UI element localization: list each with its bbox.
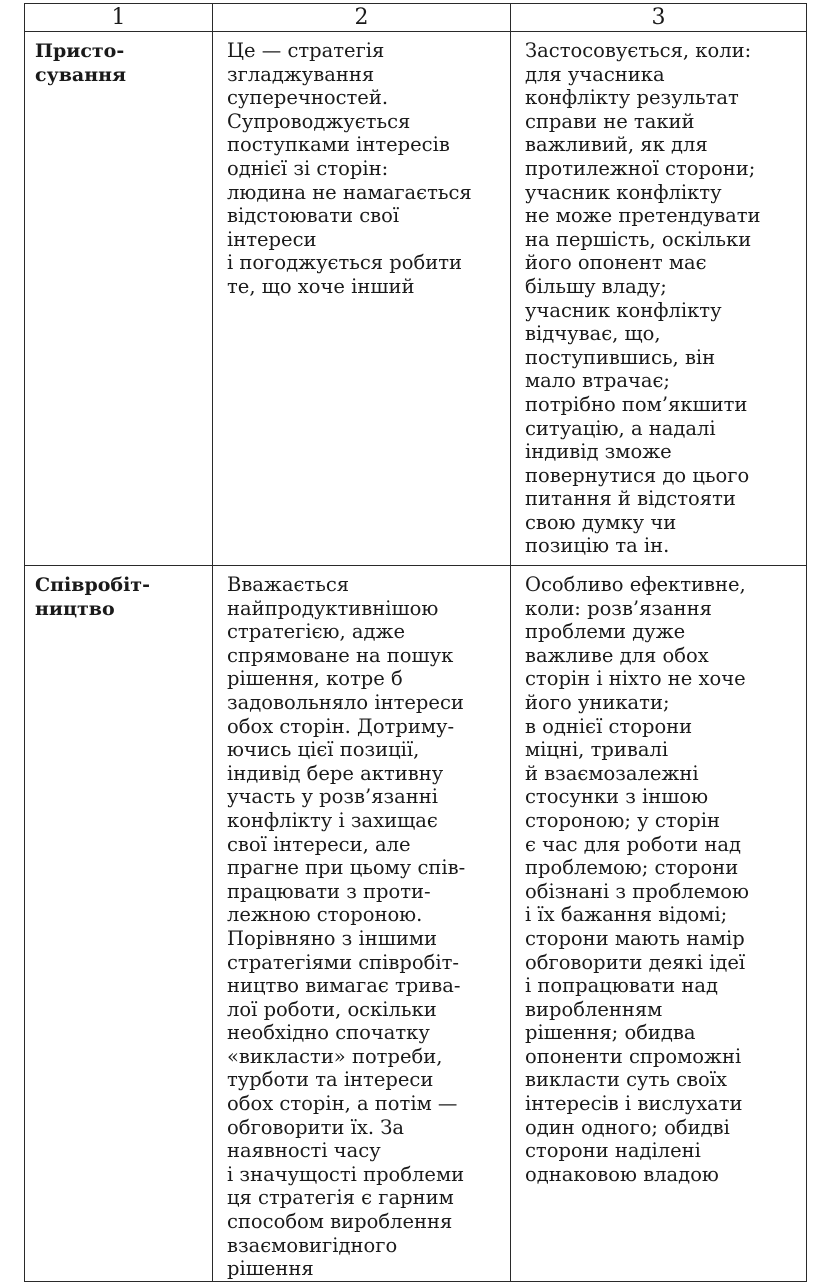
text-line: стосунки з іншою (525, 785, 709, 809)
text-line: конфлікту і захищає (227, 808, 438, 832)
text-line: Застосовується, коли: (525, 39, 752, 62)
text-line: лежною стороною. (227, 903, 423, 927)
text-line: спрямоване на пошук (227, 643, 454, 667)
text-line: задовольняло інтереси (227, 690, 464, 714)
column-header-3: 3 (511, 4, 807, 32)
text-line: позицію та ін. (525, 534, 670, 558)
text-line: питання й відстояти (525, 487, 736, 511)
text-line: виробленням (525, 997, 663, 1021)
text-line: однаковою владою (525, 1162, 719, 1186)
text-line: відстоювати свої (227, 204, 400, 228)
text-line: важливий, як для (525, 133, 708, 157)
description-cell (213, 566, 511, 1282)
text-line: обізнані з проблемою (525, 879, 750, 903)
text-line: і погоджується робити (227, 251, 463, 275)
text-line: Особливо ефективне, (525, 573, 746, 596)
text-line: повернутися до цього (525, 463, 750, 487)
text-line: згладжування (227, 62, 375, 86)
text-line: учасник конфлікту (525, 298, 722, 322)
strategy-name-cell (25, 566, 213, 1282)
text-line: сторін і ніхто не хоче (525, 667, 746, 691)
text-line: викласти суть своїх (525, 1068, 727, 1092)
document-page (24, 3, 806, 1281)
strategy-name-line: Співробіт- (35, 574, 150, 596)
strategy-name-line: сування (35, 64, 127, 86)
text-line: поступившись, він (525, 345, 716, 369)
text-line: Порівняно з іншими (227, 926, 438, 950)
text-line: його опонент має (525, 251, 707, 275)
text-line: коли: розв’язання (525, 596, 712, 620)
strategy-name-cell (25, 32, 213, 566)
text-line: «викласти» потреби, (227, 1044, 443, 1068)
text-line: ситуацію, а надалі (525, 416, 716, 440)
column-header-2: 2 (213, 4, 511, 32)
text-line: стороною; у сторін (525, 808, 720, 832)
text-line: ючись цієї позиції, (227, 738, 420, 762)
strategy-table (24, 3, 807, 1282)
usage-cell (511, 32, 807, 566)
table-row (25, 32, 807, 566)
text-line: Супроводжується (227, 109, 411, 133)
column-header-1: 1 (25, 4, 213, 32)
text-line: свої інтереси, але (227, 832, 411, 856)
text-line: конфлікту результат (525, 86, 739, 110)
text-line: сторони наділені (525, 1139, 701, 1163)
table-row (25, 566, 807, 1282)
text-line: найпродуктивнішою (227, 596, 439, 620)
text-line: Це — стратегія (227, 39, 385, 62)
text-line: ця стратегія є гарним (227, 1186, 454, 1210)
text-line: способом вироблення (227, 1210, 453, 1234)
text-line: обговорити їх. За (227, 1115, 405, 1139)
text-line: свою думку чи (525, 510, 677, 534)
text-line: й взаємозалежні (525, 761, 699, 785)
text-line: інтересів і вислухати (525, 1092, 743, 1116)
text-line: людина не намагається (227, 180, 472, 204)
text-line: потрібно пом’якшити (525, 392, 748, 416)
text-line: протилежної сторони; (525, 156, 756, 180)
text-line: справи не такий (525, 109, 695, 133)
text-line: працювати з проти- (227, 879, 431, 903)
text-line: проблемою; сторони (525, 856, 739, 880)
text-line: індивід зможе (525, 440, 672, 464)
text-line: прагне при цьому спів- (227, 856, 466, 880)
text-line: рішення (227, 1257, 314, 1281)
text-line: більшу владу; (525, 274, 667, 298)
text-line: рішення; обидва (525, 1021, 696, 1045)
text-line: суперечностей. (227, 86, 389, 110)
text-line: обох сторін, а потім — (227, 1092, 458, 1116)
text-line: мало втрачає; (525, 369, 671, 393)
text-line: його уникати; (525, 690, 670, 714)
text-line: для учасника (525, 62, 665, 86)
text-line: в однієї сторони (525, 714, 693, 738)
strategy-name-line: ництво (35, 598, 115, 620)
text-line: те, що хоче інший (227, 274, 415, 298)
text-line: проблеми дуже (525, 620, 686, 644)
text-line: один одного; обидві (525, 1115, 730, 1139)
text-line: стратегіями співробіт- (227, 950, 459, 974)
text-line: однієї зі сторін: (227, 156, 389, 180)
text-line: і значущості проблеми (227, 1162, 465, 1186)
text-line: і попрацювати над (525, 974, 719, 998)
text-line: не може претендувати (525, 204, 761, 228)
text-line: лої роботи, оскільки (227, 997, 437, 1021)
text-line: необхідно спочатку (227, 1021, 430, 1045)
text-line: турботи та інтереси (227, 1068, 434, 1092)
description-cell (213, 32, 511, 566)
text-line: на першість, оскільки (525, 227, 752, 251)
text-line: опоненти спроможні (525, 1044, 742, 1068)
text-line: наявності часу (227, 1139, 381, 1163)
text-line: стратегією, адже (227, 620, 406, 644)
text-line: поступками інтересів (227, 133, 450, 157)
header-row (25, 4, 807, 32)
text-line: є час для роботи над (525, 832, 741, 856)
text-line: рішення, котре б (227, 667, 403, 691)
text-line: індивід бере активну (227, 761, 444, 785)
text-line: взаємовигідного (227, 1233, 398, 1257)
text-line: учасник конфлікту (525, 180, 722, 204)
text-line: обговорити деякі ідеї (525, 950, 746, 974)
text-line: ництво вимагає трива- (227, 974, 461, 998)
text-line: важливе для обох (525, 643, 709, 667)
text-line: участь у розв’язанні (227, 785, 439, 809)
usage-cell (511, 566, 807, 1282)
strategy-name-line: Присто- (35, 40, 125, 62)
text-line: відчуває, що, (525, 322, 661, 346)
text-line: і їх бажання відомі; (525, 903, 728, 927)
text-line: інтереси (227, 227, 317, 251)
text-line: обох сторін. Дотриму- (227, 714, 455, 738)
text-line: Вважається (227, 573, 350, 596)
text-line: міцні, тривалі (525, 738, 669, 762)
text-line: сторони мають намір (525, 926, 745, 950)
